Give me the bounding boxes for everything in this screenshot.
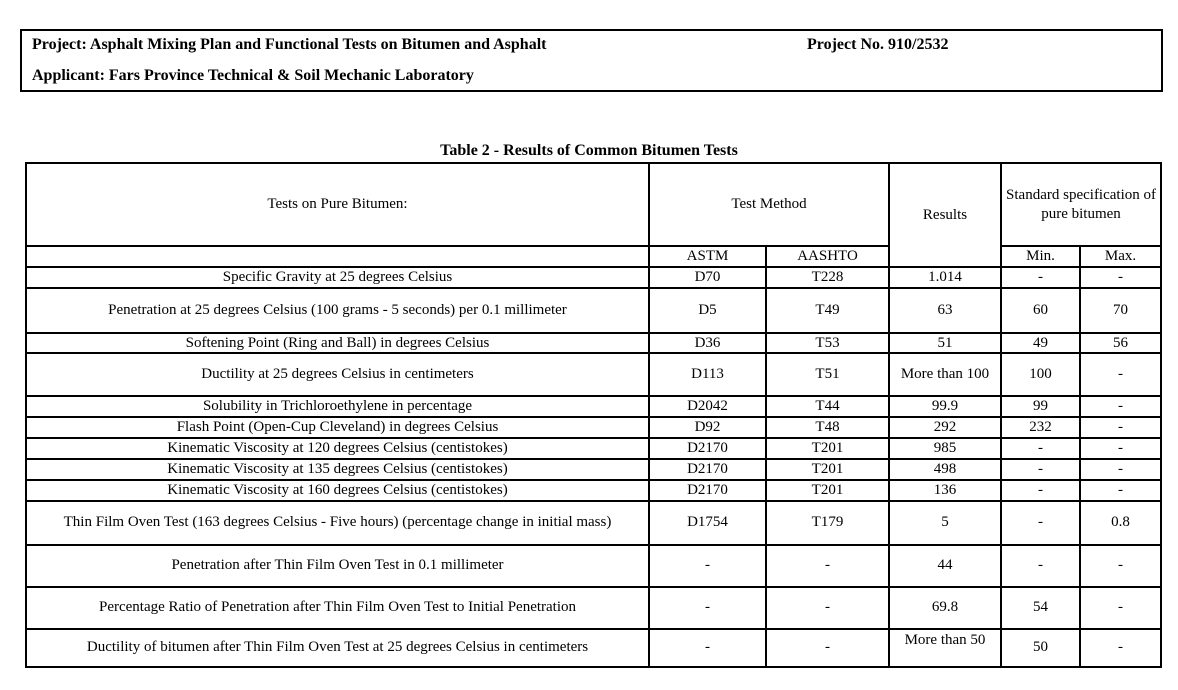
max-cell: - xyxy=(1080,438,1161,459)
min-cell: 50 xyxy=(1001,629,1080,667)
aashto-cell: T201 xyxy=(766,438,889,459)
max-cell: - xyxy=(1080,587,1161,629)
test-name-cell: Thin Film Oven Test (163 degrees Celsius - Five hours) (percentage change in initial mass) xyxy=(26,501,649,545)
astm-cell: - xyxy=(649,629,766,667)
result-cell: More than 50 xyxy=(889,629,1001,667)
min-cell: 232 xyxy=(1001,417,1080,438)
result-cell: 985 xyxy=(889,438,1001,459)
astm-cell: - xyxy=(649,545,766,587)
aashto-cell: - xyxy=(766,545,889,587)
test-name-cell: Kinematic Viscosity at 120 degrees Celsius (centistokes) xyxy=(26,438,649,459)
astm-cell: D92 xyxy=(649,417,766,438)
test-name-cell: Kinematic Viscosity at 135 degrees Celsius (centistokes) xyxy=(26,459,649,480)
header-results: Results xyxy=(889,163,1001,267)
max-cell: - xyxy=(1080,267,1161,288)
table-row xyxy=(26,438,1161,459)
header-empty-cell xyxy=(26,246,649,267)
max-cell: 56 xyxy=(1080,333,1161,354)
min-cell: 49 xyxy=(1001,333,1080,354)
astm-cell: - xyxy=(649,587,766,629)
max-cell: - xyxy=(1080,459,1161,480)
max-cell: 70 xyxy=(1080,288,1161,333)
project-header-box xyxy=(20,29,1163,92)
result-cell: 63 xyxy=(889,288,1001,333)
table-body xyxy=(26,267,1161,667)
bitumen-results-table xyxy=(25,162,1162,668)
result-cell: 136 xyxy=(889,480,1001,501)
table-row xyxy=(26,333,1161,354)
min-cell: 99 xyxy=(1001,396,1080,417)
table-row xyxy=(26,545,1161,587)
max-cell: - xyxy=(1080,353,1161,396)
min-cell: - xyxy=(1001,459,1080,480)
header-tests-on-pure-bitumen: Tests on Pure Bitumen: xyxy=(26,163,649,246)
header-test-method: Test Method xyxy=(649,163,889,246)
header-standard-specification: Standard specification of pure bitumen xyxy=(1001,163,1161,246)
aashto-cell: T201 xyxy=(766,459,889,480)
aashto-cell: T201 xyxy=(766,480,889,501)
project-number: Project No. 910/2532 xyxy=(807,36,949,53)
result-cell: 69.8 xyxy=(889,587,1001,629)
astm-cell: D5 xyxy=(649,288,766,333)
header-max: Max. xyxy=(1080,246,1161,267)
min-cell: 100 xyxy=(1001,353,1080,396)
test-name-cell: Penetration at 25 degrees Celsius (100 grams - 5 seconds) per 0.1 millimeter xyxy=(26,288,649,333)
astm-cell: D70 xyxy=(649,267,766,288)
aashto-cell: T49 xyxy=(766,288,889,333)
min-cell: - xyxy=(1001,267,1080,288)
test-name-cell: Flash Point (Open-Cup Cleveland) in degrees Celsius xyxy=(26,417,649,438)
test-name-cell: Percentage Ratio of Penetration after Thin Film Oven Test to Initial Penetration xyxy=(26,587,649,629)
max-cell: - xyxy=(1080,396,1161,417)
max-cell: - xyxy=(1080,417,1161,438)
min-cell: - xyxy=(1001,545,1080,587)
applicant-line: Applicant: Fars Province Technical & Soil Mechanic Laboratory xyxy=(32,67,474,84)
test-name-cell: Softening Point (Ring and Ball) in degrees Celsius xyxy=(26,333,649,354)
aashto-cell: T48 xyxy=(766,417,889,438)
astm-cell: D2170 xyxy=(649,459,766,480)
aashto-cell: T51 xyxy=(766,353,889,396)
table-header xyxy=(26,163,1161,267)
result-cell: 5 xyxy=(889,501,1001,545)
result-cell: More than 100 xyxy=(889,353,1001,396)
result-cell: 1.014 xyxy=(889,267,1001,288)
table-row xyxy=(26,480,1161,501)
result-cell: 498 xyxy=(889,459,1001,480)
aashto-cell: T44 xyxy=(766,396,889,417)
table-row xyxy=(26,353,1161,396)
astm-cell: D36 xyxy=(649,333,766,354)
table-row xyxy=(26,501,1161,545)
aashto-cell: T179 xyxy=(766,501,889,545)
astm-cell: D2170 xyxy=(649,438,766,459)
astm-cell: D2170 xyxy=(649,480,766,501)
result-cell: 51 xyxy=(889,333,1001,354)
min-cell: - xyxy=(1001,438,1080,459)
min-cell: - xyxy=(1001,480,1080,501)
table-row xyxy=(26,459,1161,480)
result-cell: 292 xyxy=(889,417,1001,438)
result-cell: 44 xyxy=(889,545,1001,587)
astm-cell: D113 xyxy=(649,353,766,396)
header-astm: ASTM xyxy=(649,246,766,267)
aashto-cell: T53 xyxy=(766,333,889,354)
max-cell: - xyxy=(1080,545,1161,587)
header-min: Min. xyxy=(1001,246,1080,267)
min-cell: - xyxy=(1001,501,1080,545)
table-row xyxy=(26,288,1161,333)
table-row xyxy=(26,267,1161,288)
aashto-cell: - xyxy=(766,629,889,667)
project-title: Project: Asphalt Mixing Plan and Functional Tests on Bitumen and Asphalt xyxy=(32,36,547,53)
table-row xyxy=(26,629,1161,667)
aashto-cell: T228 xyxy=(766,267,889,288)
test-name-cell: Specific Gravity at 25 degrees Celsius xyxy=(26,267,649,288)
max-cell: 0.8 xyxy=(1080,501,1161,545)
test-name-cell: Solubility in Trichloroethylene in percentage xyxy=(26,396,649,417)
aashto-cell: - xyxy=(766,587,889,629)
min-cell: 60 xyxy=(1001,288,1080,333)
table-row xyxy=(26,396,1161,417)
test-name-cell: Ductility of bitumen after Thin Film Oven Test at 25 degrees Celsius in centimeters xyxy=(26,629,649,667)
test-name-cell: Kinematic Viscosity at 160 degrees Celsius (centistokes) xyxy=(26,480,649,501)
header-row-1 xyxy=(26,163,1161,246)
max-cell: - xyxy=(1080,480,1161,501)
min-cell: 54 xyxy=(1001,587,1080,629)
table-title: Table 2 - Results of Common Bitumen Tests xyxy=(440,142,738,159)
test-name-cell: Ductility at 25 degrees Celsius in centimeters xyxy=(26,353,649,396)
header-aashto: AASHTO xyxy=(766,246,889,267)
table-row xyxy=(26,417,1161,438)
result-cell: 99.9 xyxy=(889,396,1001,417)
astm-cell: D2042 xyxy=(649,396,766,417)
table-row xyxy=(26,587,1161,629)
test-name-cell: Penetration after Thin Film Oven Test in 0.1 millimeter xyxy=(26,545,649,587)
max-cell: - xyxy=(1080,629,1161,667)
astm-cell: D1754 xyxy=(649,501,766,545)
